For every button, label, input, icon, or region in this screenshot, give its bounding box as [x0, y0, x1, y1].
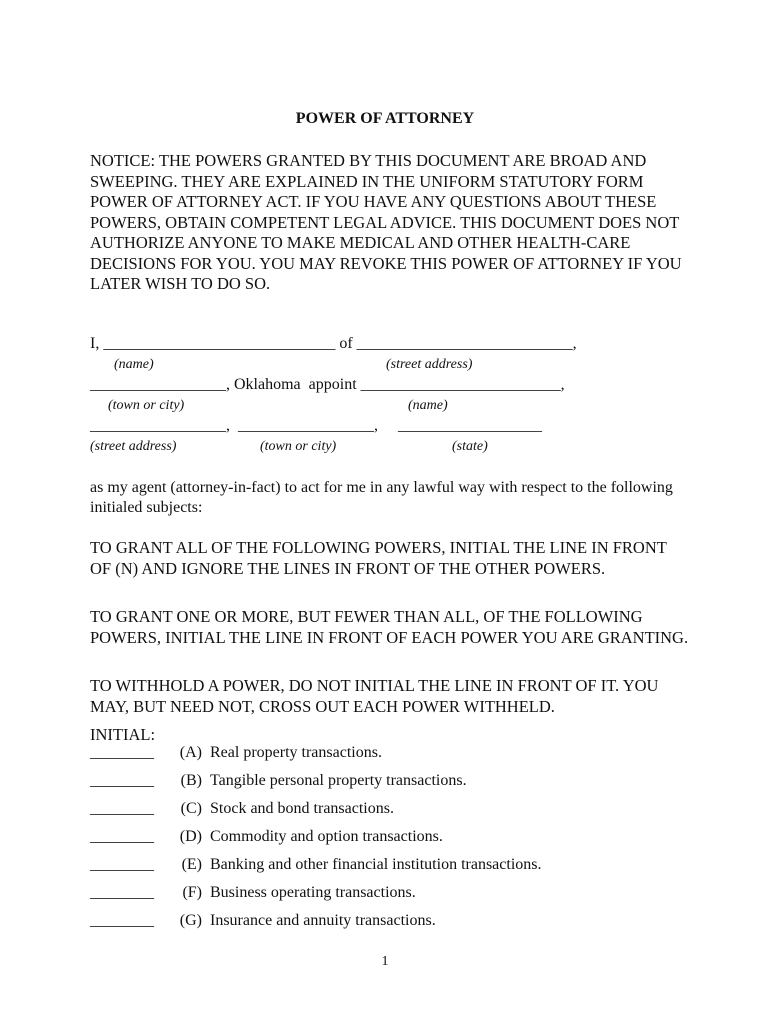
power-item	[90, 772, 467, 794]
power-item	[90, 912, 436, 934]
notice-paragraph: NOTICE: THE POWERS GRANTED BY THIS DOCUMENT ARE BROAD AND SWEEPING. THEY ARE EXPLAINED IN THE UNIFORM STATUTORY FORM POWER OF ATTORNEY ACT. IF YOU HAVE ANY QUESTIONS ABOUT THESE POWERS, OBTAIN COMPETENT LEGAL ADVICE. THIS DOCUMENT DOES NOT AUTHORIZE ANYONE TO MAKE MEDICAL AND OTHER HEALTH-CARE DECISIONS FOR YOU. YOU MAY REVOKE THIS POWER OF ATTORNEY IF YOU LATER WISH TO DO SO.	[90, 151, 682, 293]
agent-state-hint: (state)	[452, 439, 488, 454]
instruction-withhold: TO WITHHOLD A POWER, DO NOT INITIAL THE LINE IN FRONT OF IT. YOU MAY, BUT NEED NOT, CROSS OUT EACH POWER WITHHELD.	[90, 676, 659, 716]
document-title: POWER OF ATTORNEY	[295, 110, 475, 127]
power-item	[90, 744, 382, 766]
agent-name-hint: (name)	[408, 398, 448, 413]
initial-blank[interactable]: ________	[90, 744, 154, 761]
initial-blank[interactable]: ________	[90, 884, 154, 901]
power-item	[90, 856, 541, 878]
power-letter: (E)	[181, 856, 202, 873]
power-description: Tangible personal property transactions.	[210, 772, 467, 789]
agent-street-hint: (street address)	[90, 439, 177, 454]
initial-blank[interactable]: ________	[90, 828, 154, 845]
instruction-grant-some: TO GRANT ONE OR MORE, BUT FEWER THAN ALL, OF THE FOLLOWING POWERS, INITIAL THE LINE IN FRONT OF EACH POWER YOU ARE GRANTING.	[90, 607, 689, 647]
power-letter: (D)	[179, 828, 202, 845]
initial-blank[interactable]: ________	[90, 800, 154, 817]
town-agent-line[interactable]: _________________, Oklahoma appoint _________________________,	[90, 376, 565, 393]
power-description: Business operating transactions.	[210, 884, 416, 901]
power-letter: (A)	[179, 744, 202, 761]
instruction-grant-all: TO GRANT ALL OF THE FOLLOWING POWERS, INITIAL THE LINE IN FRONT OF (N) AND IGNORE THE LINES IN FRONT OF THE OTHER POWERS.	[90, 538, 667, 578]
agent-town-hint: (town or city)	[260, 439, 337, 454]
agent-address-line[interactable]: _________________, _________________, __________________	[90, 417, 542, 434]
agent-authority-text: as my agent (attorney-in-fact) to act for me in any lawful way with respect to the following initialed subjects:	[90, 479, 673, 516]
page-number: 1	[381, 954, 389, 969]
power-item	[90, 800, 394, 822]
principal-name-address-line[interactable]: I, _____________________________ of ___________________________,	[90, 335, 577, 352]
power-item	[90, 884, 416, 906]
power-description: Stock and bond transactions.	[210, 800, 394, 817]
power-description: Real property transactions.	[210, 744, 382, 761]
power-description: Banking and other financial institution transactions.	[210, 856, 542, 873]
initial-label: INITIAL:	[90, 725, 156, 744]
power-letter: (G)	[179, 912, 202, 929]
power-description: Insurance and annuity transactions.	[210, 912, 436, 929]
initial-blank[interactable]: ________	[90, 772, 154, 789]
power-description: Commodity and option transactions.	[210, 828, 443, 845]
town-hint: (town or city)	[108, 398, 185, 413]
name-hint: (name)	[114, 357, 154, 372]
power-letter: (F)	[182, 884, 202, 901]
initial-blank[interactable]: ________	[90, 856, 154, 873]
power-letter: (C)	[180, 800, 202, 817]
power-item	[90, 828, 443, 850]
power-letter: (B)	[180, 772, 202, 789]
street-address-hint: (street address)	[386, 357, 473, 372]
initial-blank[interactable]: ________	[90, 912, 154, 929]
